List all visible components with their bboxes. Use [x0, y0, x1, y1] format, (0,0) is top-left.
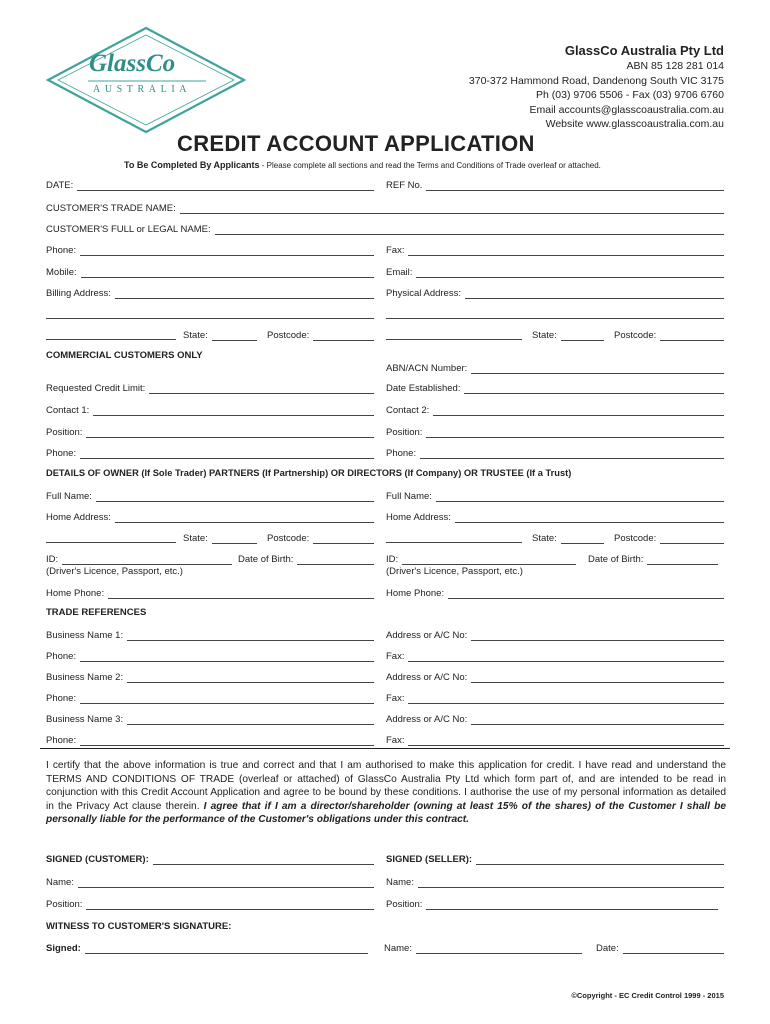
owner2-home-phone-field[interactable] — [386, 588, 724, 599]
phone-label: Phone: — [46, 693, 77, 704]
owner2-state-field[interactable] — [532, 533, 604, 544]
postcode-label: Postcode: — [614, 330, 657, 341]
trade-name-field[interactable] — [46, 203, 724, 214]
contact2-label: Contact 2: — [386, 405, 430, 416]
fax-field[interactable] — [386, 245, 724, 256]
owner2-suburb-line[interactable] — [386, 533, 522, 543]
logo-wordmark: GlassCo — [89, 50, 176, 77]
phone-label: Phone: — [46, 448, 77, 459]
copyright-footer: ©Copyright - EC Credit Control 1999 - 2015 — [571, 991, 724, 1000]
full-name-label: Full Name: — [386, 491, 432, 502]
signed-customer-field[interactable] — [46, 854, 374, 865]
certification-text — [46, 759, 726, 827]
credit-limit-field[interactable] — [46, 383, 374, 394]
owners-heading: DETAILS OF OWNER (If Sole Trader) PARTNERS (If Partnership) OR DIRECTORS (If Company) OR TRUSTEE (If a Trust) — [46, 468, 572, 478]
physical-suburb-line[interactable] — [386, 330, 522, 340]
legal-name-label: CUSTOMER'S FULL or LEGAL NAME: — [46, 224, 211, 235]
email-label: Email: — [386, 267, 413, 278]
contact1-phone-field[interactable] — [46, 448, 374, 459]
mobile-field[interactable] — [46, 267, 374, 278]
postcode-label: Postcode: — [267, 533, 310, 544]
email-field[interactable] — [386, 267, 724, 278]
subtitle-rest: - Please complete all sections and read the Terms and Conditions of Trade overleaf or attached. — [261, 161, 601, 170]
physical-address-field[interactable] — [386, 288, 724, 299]
phone-label: Phone: — [46, 735, 77, 746]
fax-label: Fax: — [386, 693, 405, 704]
contact1-label: Contact 1: — [46, 405, 90, 416]
witness-signed-field[interactable] — [46, 943, 368, 954]
business3-label: Business Name 3: — [46, 714, 124, 725]
physical-state-field[interactable] — [532, 330, 604, 341]
owner1-postcode-field[interactable] — [267, 533, 374, 544]
postcode-label: Postcode: — [614, 533, 657, 544]
position1-field[interactable] — [46, 427, 374, 438]
address-ac-label: Address or A/C No: — [386, 630, 468, 641]
physical-address-line2[interactable] — [386, 309, 724, 319]
company-name: GlassCo Australia Pty Ltd — [564, 43, 724, 58]
contact1-field[interactable] — [46, 405, 374, 416]
owner1-id-field[interactable] — [46, 554, 232, 565]
form-title: CREDIT ACCOUNT APPLICATION — [177, 131, 535, 156]
witness-signed-label: Signed: — [46, 943, 81, 954]
trade-name-label: CUSTOMER'S TRADE NAME: — [46, 203, 176, 214]
business3-address-field[interactable] — [386, 714, 724, 725]
phone-label: Phone: — [46, 651, 77, 662]
position-label: Position: — [46, 899, 83, 910]
id-label: ID: — [46, 554, 59, 565]
owner1-home-address-field[interactable] — [46, 512, 374, 523]
physical-label: Physical Address: — [386, 288, 461, 299]
business1-fax-field[interactable] — [386, 651, 724, 662]
date-field[interactable] — [46, 180, 374, 191]
commercial-heading: COMMERCIAL CUSTOMERS ONLY — [46, 350, 203, 361]
business2-label: Business Name 2: — [46, 672, 124, 683]
company-email: Email accounts@glasscoaustralia.com.au — [529, 103, 724, 116]
witness-name-label: Name: — [384, 943, 412, 954]
witness-date-label: Date: — [596, 943, 619, 954]
home-address-label: Home Address: — [46, 512, 111, 523]
state-label: State: — [532, 533, 557, 544]
billing-address-line2[interactable] — [46, 309, 374, 319]
phone-field[interactable] — [46, 245, 374, 256]
certification-body: I certify that the above information is true and correct and that I am authorised to make this application for credit. I have read and understand the TERMS AND CONDITIONS OF TRADE (overleaf or attached) of GlassCo Australia Pty Ltd which form part of, and are intended to be read in conjunction with this Credit Account Application and agree to be bound by these conditions. I authorise the use of my personal information as detailed in the Privacy Act clause therein. — [46, 760, 726, 812]
company-phone-fax: Ph (03) 9706 5506 - Fax (03) 9706 6760 — [536, 89, 724, 101]
billing-suburb-line[interactable] — [46, 330, 176, 340]
mobile-label: Mobile: — [46, 267, 77, 278]
business2-address-field[interactable] — [386, 672, 724, 683]
state-label: State: — [183, 330, 208, 341]
id-note-2: (Driver's Licence, Passport, etc.) — [386, 566, 523, 577]
position-label: Position: — [386, 899, 423, 910]
witness-heading: WITNESS TO CUSTOMER'S SIGNATURE: — [46, 921, 232, 932]
owner1-home-phone-field[interactable] — [46, 588, 374, 599]
business3-phone-field[interactable] — [46, 735, 374, 746]
business2-fax-field[interactable] — [386, 693, 724, 704]
business1-address-field[interactable] — [386, 630, 724, 641]
business1-field[interactable] — [46, 630, 374, 641]
home-address-label: Home Address: — [386, 512, 451, 523]
credit-limit-label: Requested Credit Limit: — [46, 383, 146, 394]
fax-label: Fax: — [386, 245, 405, 256]
date-established-label: Date Established: — [386, 383, 461, 394]
business2-field[interactable] — [46, 672, 374, 683]
customer-position-field[interactable] — [46, 899, 374, 910]
ref-label: REF No. — [386, 180, 423, 191]
owner1-full-name-field[interactable] — [46, 491, 374, 502]
dob-label: Date of Birth: — [238, 554, 294, 565]
billing-label: Billing Address: — [46, 288, 111, 299]
address-ac-label: Address or A/C No: — [386, 714, 468, 725]
position-label: Position: — [46, 427, 83, 438]
position-label: Position: — [386, 427, 423, 438]
section-divider — [40, 748, 730, 749]
signed-seller-label: SIGNED (SELLER): — [386, 854, 473, 865]
certification-liability: I agree that if I am a director/shareholder (owning at least 15% of the shares) of the Customer I shall be personally liable for the performance of the Customer's obligations under this contract. — [46, 800, 727, 825]
business3-fax-field[interactable] — [386, 735, 724, 746]
state-label: State: — [532, 330, 557, 341]
full-name-label: Full Name: — [46, 491, 92, 502]
seller-name-field[interactable] — [386, 877, 724, 888]
business1-label: Business Name 1: — [46, 630, 124, 641]
abn-acn-label: ABN/ACN Number: — [386, 363, 468, 374]
home-phone-label: Home Phone: — [386, 588, 445, 599]
trade-references-heading: TRADE REFERENCES — [46, 607, 147, 618]
company-info — [469, 42, 724, 132]
logo-subtitle: AUSTRALIA — [93, 84, 192, 95]
owner2-dob-field[interactable] — [588, 554, 718, 565]
name-label: Name: — [386, 877, 414, 888]
subtitle-bold: To Be Completed By Applicants — [124, 160, 260, 170]
business3-field[interactable] — [46, 714, 374, 725]
legal-name-field[interactable] — [46, 224, 724, 235]
id-note-1: (Driver's Licence, Passport, etc.) — [46, 566, 183, 577]
business2-phone-field[interactable] — [46, 693, 374, 704]
phone-label: Phone: — [46, 245, 77, 256]
company-address: 370-372 Hammond Road, Dandenong South VIC 3175 — [468, 74, 724, 87]
contact2-field[interactable] — [386, 405, 724, 416]
seller-position-field[interactable] — [386, 899, 718, 910]
position2-field[interactable] — [386, 427, 724, 438]
id-label: ID: — [386, 554, 399, 565]
state-label: State: — [183, 533, 208, 544]
customer-name-field[interactable] — [46, 877, 374, 888]
billing-address-field[interactable] — [46, 288, 374, 299]
date-established-field[interactable] — [386, 383, 724, 394]
billing-postcode-field[interactable] — [267, 330, 374, 341]
contact2-phone-field[interactable] — [386, 448, 724, 459]
business1-phone-field[interactable] — [46, 651, 374, 662]
owner2-postcode-field[interactable] — [614, 533, 724, 544]
postcode-label: Postcode: — [267, 330, 310, 341]
billing-state-field[interactable] — [183, 330, 257, 341]
fax-label: Fax: — [386, 651, 405, 662]
company-website: Website www.glasscoaustralia.com.au — [545, 118, 724, 130]
owner2-full-name-field[interactable] — [386, 491, 724, 502]
owner1-dob-field[interactable] — [238, 554, 374, 565]
dob-label: Date of Birth: — [588, 554, 644, 565]
glassco-logo — [44, 26, 248, 134]
owner2-home-address-field[interactable] — [386, 512, 724, 523]
home-phone-label: Home Phone: — [46, 588, 105, 599]
date-label: DATE: — [46, 180, 74, 191]
witness-date-field[interactable] — [596, 943, 724, 954]
address-ac-label: Address or A/C No: — [386, 672, 468, 683]
physical-postcode-field[interactable] — [614, 330, 724, 341]
owner2-id-field[interactable] — [386, 554, 576, 565]
ref-field[interactable] — [386, 180, 724, 191]
signed-customer-label: SIGNED (CUSTOMER): — [46, 854, 149, 865]
owner1-suburb-line[interactable] — [46, 533, 176, 543]
fax-label: Fax: — [386, 735, 405, 746]
name-label: Name: — [46, 877, 74, 888]
signed-seller-field[interactable] — [386, 854, 724, 865]
witness-name-field[interactable] — [384, 943, 582, 954]
form-subtitle — [124, 160, 601, 170]
owner1-state-field[interactable] — [183, 533, 257, 544]
company-abn: ABN 85 128 281 014 — [626, 60, 724, 72]
phone-label: Phone: — [386, 448, 417, 459]
abn-acn-field[interactable] — [386, 363, 724, 374]
